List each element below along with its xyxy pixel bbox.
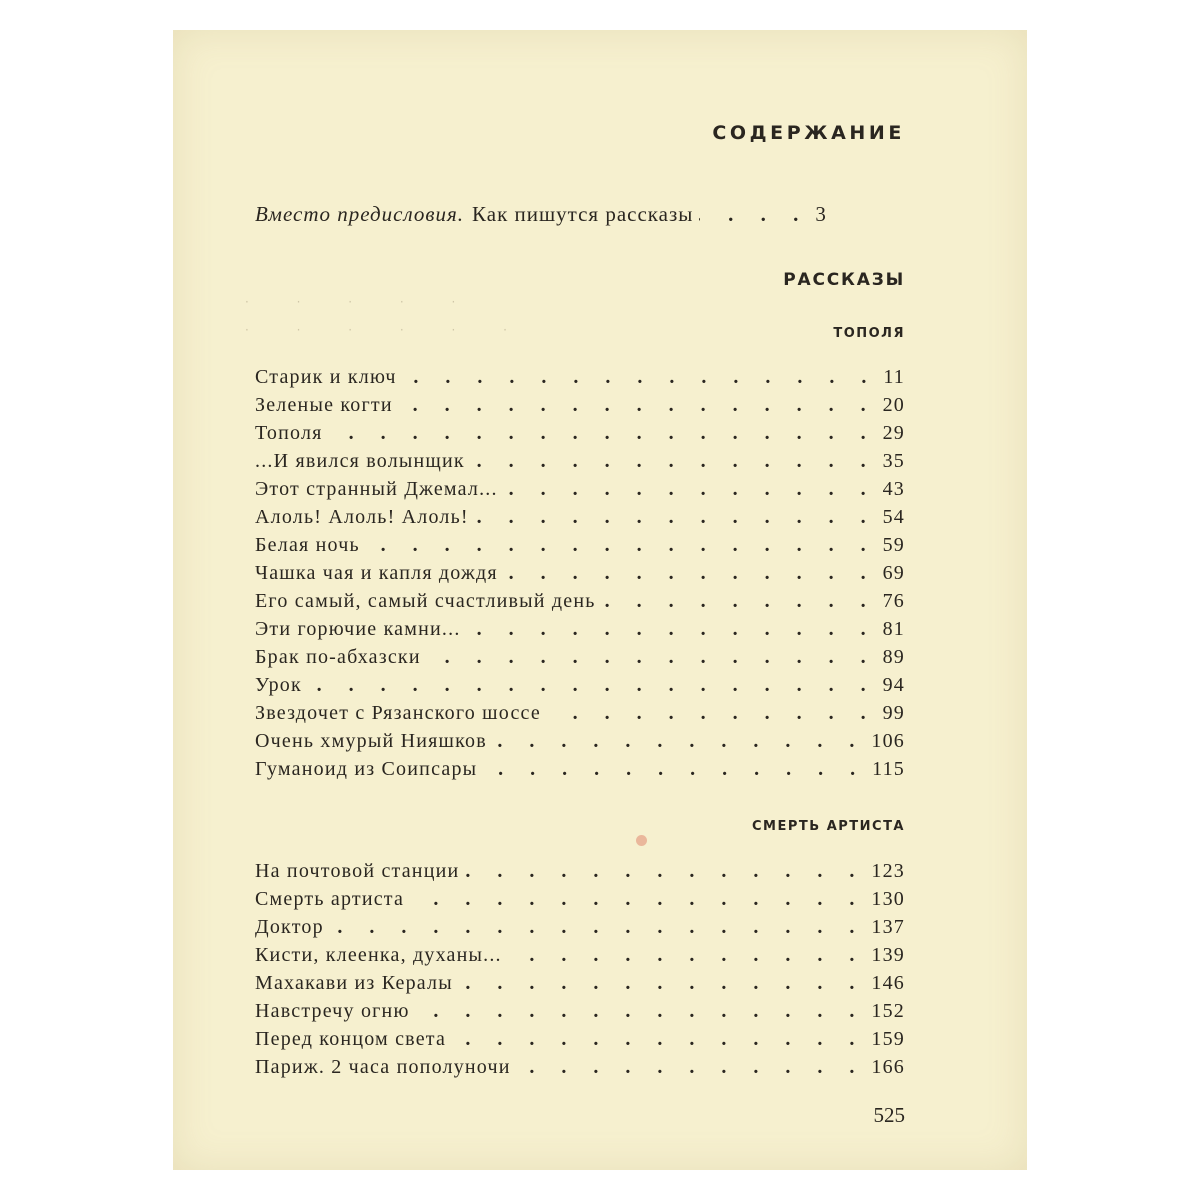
toc-entry[interactable] <box>255 1000 905 1028</box>
toc-entry[interactable] <box>255 478 905 506</box>
toc-entry[interactable] <box>255 450 905 478</box>
toc-entry[interactable] <box>255 888 905 916</box>
toc-entry[interactable] <box>255 1028 905 1056</box>
entry-title: Чашка чая и капля дождя <box>255 562 498 584</box>
part-heading-smert-artista: СМЕРТЬ АРТИСТА <box>752 819 905 834</box>
dot-leader <box>547 702 877 725</box>
entry-title: Белая ночь <box>255 534 360 556</box>
toc-entry[interactable] <box>255 422 905 450</box>
book-page <box>173 30 1027 1170</box>
dot-leader <box>493 730 866 753</box>
toc-entry[interactable] <box>255 366 905 394</box>
toc-entry[interactable] <box>255 730 905 758</box>
page-number: 130 <box>871 888 905 910</box>
page-folio: 525 <box>873 1103 905 1127</box>
contents-heading: СОДЕРЖАНИЕ <box>712 122 905 144</box>
dot-leader <box>403 366 878 389</box>
entry-title: Брак по-абхазски <box>255 646 421 668</box>
page-number: 89 <box>882 646 905 668</box>
page-number: 146 <box>871 972 905 994</box>
page-number: 43 <box>882 478 905 500</box>
dot-leader <box>329 422 877 445</box>
page-number: 99 <box>882 702 905 724</box>
entry-title: Зеленые когти <box>255 394 393 416</box>
toc-entry-preface[interactable] <box>255 202 905 227</box>
entry-title: ...И явился волынщик <box>255 450 465 472</box>
dot-leader <box>410 888 865 911</box>
page-number: 159 <box>871 1028 905 1050</box>
entry-title: Кисти, клеенка, духаны... <box>255 944 502 966</box>
dot-leader <box>504 478 877 501</box>
dot-leader <box>366 534 877 557</box>
dot-leader <box>508 944 866 967</box>
entry-title: Гуманоид из Соипсары <box>255 758 478 780</box>
page-number: 123 <box>871 860 905 882</box>
entry-title: Эти горючие камни... <box>255 618 461 640</box>
dot-leader <box>427 646 877 669</box>
toc-entry[interactable] <box>255 394 905 422</box>
part-heading-topolya: ТОПОЛЯ <box>833 326 905 341</box>
dot-leader <box>459 972 866 995</box>
toc-entry[interactable] <box>255 562 905 590</box>
entry-title: Его самый, самый счастливый день <box>255 590 596 612</box>
page-number: 166 <box>871 1056 905 1078</box>
dot-leader <box>330 916 866 939</box>
page-number: 59 <box>882 534 905 556</box>
page-number: 54 <box>882 506 905 528</box>
toc-list-part-1 <box>255 366 905 786</box>
page-number: 69 <box>882 562 905 584</box>
toc-entry[interactable] <box>255 590 905 618</box>
entry-title: Старик и ключ <box>255 366 397 388</box>
dot-leader <box>308 674 877 697</box>
toc-entry[interactable] <box>255 972 905 1000</box>
toc-entry[interactable] <box>255 702 905 730</box>
dot-leader <box>465 860 865 883</box>
page-number: 152 <box>871 1000 905 1022</box>
toc-entry[interactable] <box>255 646 905 674</box>
dot-leader <box>602 590 877 613</box>
toc-entry[interactable] <box>255 916 905 944</box>
entry-title: Махакави из Кералы <box>255 972 453 994</box>
toc-entry[interactable] <box>255 534 905 562</box>
entry-title: Звездочет с Рязанского шоссе <box>255 702 541 724</box>
page-number: 76 <box>882 590 905 612</box>
page-number: 139 <box>871 944 905 966</box>
page-number: 115 <box>872 758 905 780</box>
entry-title: Тополя <box>255 422 323 444</box>
toc-entry[interactable] <box>255 674 905 702</box>
toc-list-part-2 <box>255 860 905 1084</box>
page-number: 11 <box>883 366 905 388</box>
dot-leader <box>699 202 809 227</box>
entry-title: На почтовой станции <box>255 860 460 882</box>
page-number: 94 <box>882 674 905 696</box>
entry-title: Навстречу огню <box>255 1000 410 1022</box>
preface-label: Вместо предисловия. <box>255 202 465 226</box>
dot-leader <box>452 1028 865 1051</box>
page-number: 81 <box>882 618 905 640</box>
page-number: 35 <box>882 450 905 472</box>
toc-entry[interactable] <box>255 758 905 786</box>
entry-title: Алоль! Алоль! Алоль! <box>255 506 469 528</box>
toc-entry[interactable] <box>255 506 905 534</box>
dot-leader <box>517 1056 866 1079</box>
dot-leader <box>504 562 877 585</box>
toc-entry[interactable] <box>255 860 905 888</box>
page-number: 20 <box>882 394 905 416</box>
dot-leader <box>483 758 866 781</box>
entry-title: Смерть артиста <box>255 888 405 910</box>
page-number: 3 <box>815 202 827 226</box>
toc-entry[interactable] <box>255 1056 905 1084</box>
dot-leader <box>471 450 877 473</box>
entry-title: Очень хмурый Нияшков <box>255 730 487 752</box>
paper-specks: · · · · · · · · · · · <box>245 295 529 337</box>
dot-leader <box>399 394 877 417</box>
entry-title: Урок <box>255 674 302 696</box>
page-number: 106 <box>871 730 905 752</box>
page-number: 137 <box>871 916 905 938</box>
entry-title: Этот странный Джемал... <box>255 478 498 500</box>
entry-title: Перед концом света <box>255 1028 447 1050</box>
dot-leader <box>416 1000 866 1023</box>
stories-heading: РАССКАЗЫ <box>783 270 905 290</box>
entry-title: Париж. 2 часа пополуночи <box>255 1056 511 1078</box>
paper-stain <box>636 835 647 846</box>
toc-entry[interactable] <box>255 618 905 646</box>
entry-title: Доктор <box>255 916 324 938</box>
dot-leader <box>467 618 877 641</box>
dot-leader <box>475 506 877 529</box>
toc-entry[interactable] <box>255 944 905 972</box>
page-number: 29 <box>882 422 905 444</box>
preface-title: Как пишутся рассказы <box>472 202 694 226</box>
